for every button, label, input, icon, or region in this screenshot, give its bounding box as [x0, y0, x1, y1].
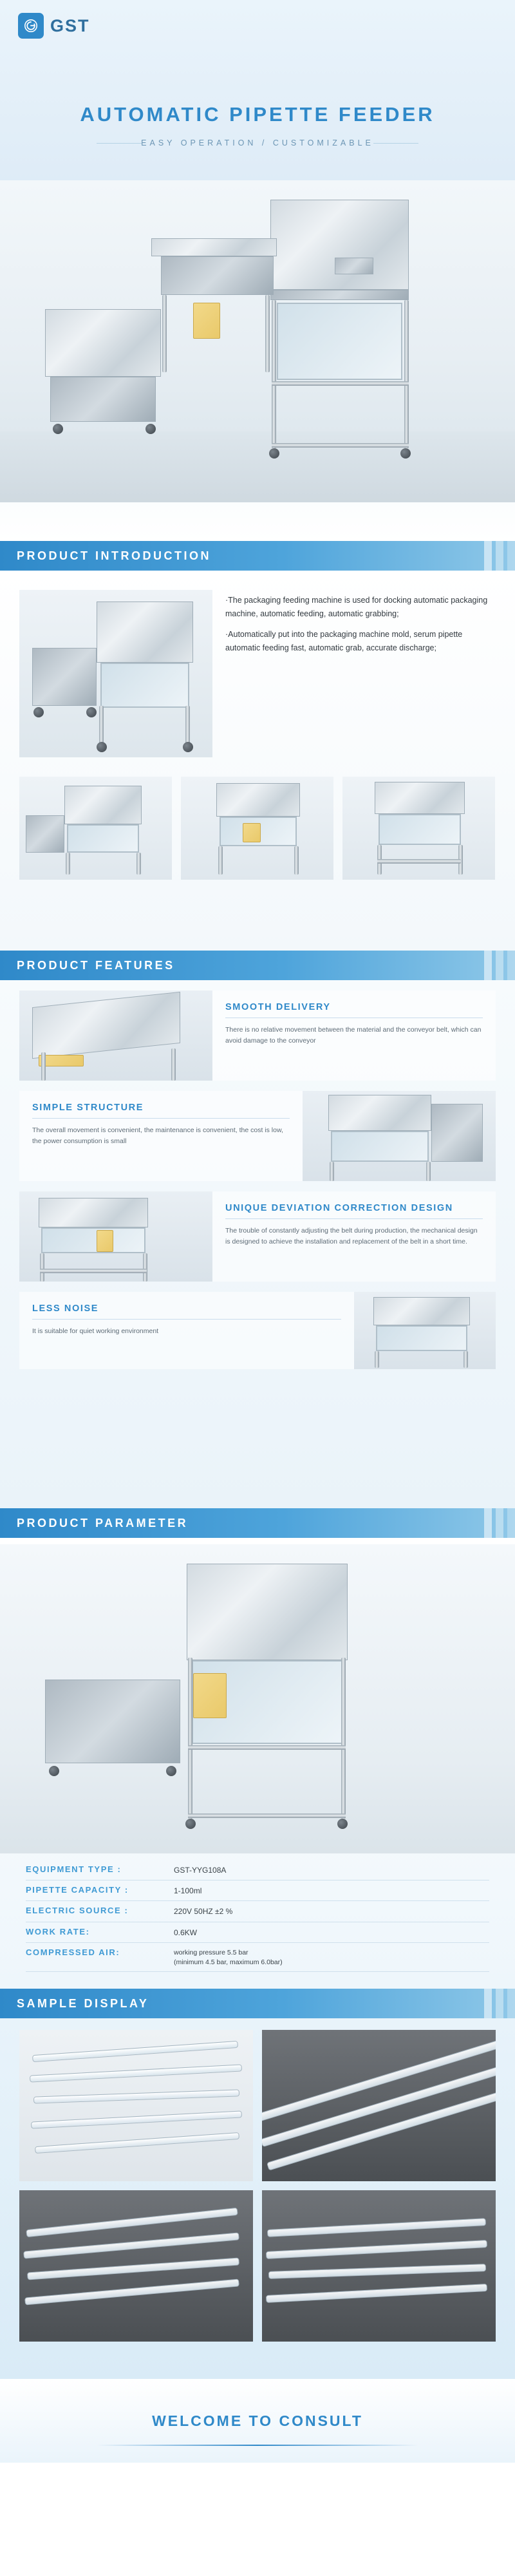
table-row [26, 1901, 489, 1922]
machine-post [162, 295, 167, 372]
table-row [26, 1880, 489, 1901]
machine-left-cabinet [45, 309, 161, 377]
control-box [193, 303, 220, 339]
param-beam [188, 1745, 346, 1750]
footer-text: WELCOME TO CONSULT [152, 2412, 363, 2429]
introduction-text [225, 594, 489, 663]
introduction-section [0, 571, 515, 951]
param-caster [185, 1819, 196, 1829]
feature-image-smooth-delivery [19, 990, 212, 1081]
parameter-key: EQUIPMENT TYPE : [26, 1864, 122, 1874]
param-caster [337, 1819, 348, 1829]
feature-text-deviation-correction [212, 1191, 496, 1282]
intro-caster [97, 742, 107, 752]
intro-caster [183, 742, 193, 752]
parameter-value: 220V 50HZ ±2 % [174, 1907, 233, 1917]
machine-display-panel [335, 258, 373, 274]
machine-beam [272, 381, 409, 386]
parameter-value-secondary: (minimum 4.5 bar, maximum 6.0bar) [174, 1958, 283, 1966]
param-post [188, 1658, 192, 1819]
parameter-key: ELECTRIC SOURCE : [26, 1906, 129, 1916]
parameter-value: 1-100ml [174, 1886, 202, 1896]
introduction-thumbnail [181, 777, 333, 880]
feature-row [19, 1292, 496, 1369]
section-header-sample [0, 1989, 515, 2018]
machine-conveyor-top [151, 238, 277, 256]
param-control-box [193, 1673, 227, 1718]
sample-grid [19, 2030, 496, 2342]
machine-caster [145, 424, 156, 434]
page-title: AUTOMATIC PIPETTE FEEDER [80, 103, 435, 126]
brand-logo [18, 13, 90, 39]
machine-beam [272, 443, 409, 448]
feature-image-deviation-correction [19, 1191, 212, 1282]
table-row [26, 1860, 489, 1880]
table-row [26, 1922, 489, 1943]
feature-description: It is suitable for quiet working environment [32, 1327, 159, 1335]
feature-heading: SIMPLE STRUCTURE [32, 1103, 144, 1113]
param-beam [188, 1814, 346, 1818]
machine-upper-rail [270, 290, 409, 300]
parameter-key: COMPRESSED AIR: [26, 1947, 120, 1957]
sample-image-pipettes-dark-3 [262, 2190, 496, 2342]
sample-display-section [0, 2018, 515, 2379]
machine-caster [53, 424, 63, 434]
section-header-features [0, 951, 515, 980]
feature-text-simple-structure [19, 1091, 303, 1181]
feature-heading: SMOOTH DELIVERY [225, 1002, 331, 1012]
parameter-value: working pressure 5.5 bar [174, 1948, 248, 1956]
machine-caster [269, 448, 279, 459]
page-subtitle: EASY OPERATION / CUSTOMIZABLE [141, 138, 374, 147]
param-caster [49, 1766, 59, 1776]
section-header-introduction [0, 541, 515, 571]
footer-rule [97, 2445, 418, 2446]
feature-row [19, 990, 496, 1081]
introduction-thumbnails [19, 777, 496, 880]
gear-icon [18, 13, 44, 39]
sample-image-pipettes-dark-2 [19, 2190, 253, 2342]
machine-glass-window [277, 303, 402, 380]
intro-post [185, 706, 190, 744]
feature-rule [32, 1118, 290, 1119]
introduction-paragraph-2: ·Automatically put into the packaging machine mold, serum pipette automatic feeding fast, automatic grab, accurate discharge; [225, 630, 463, 652]
introduction-paragraph-1: ·The packaging feeding machine is used for docking automatic packaging machine, automatic feeding, automatic grabbing; [225, 596, 488, 618]
parameter-value: 0.6KW [174, 1927, 198, 1937]
feature-description: The overall movement is convenient, the maintenance is convenient, the cost is low, the power consumption is small [32, 1126, 283, 1145]
intro-caster [33, 707, 44, 717]
parameter-key: PIPETTE CAPACITY : [26, 1885, 129, 1895]
feature-description: The trouble of constantly adjusting the belt during production, the mechanical design is designed to achieve the installation and replacement of the belt in a short time. [225, 1227, 478, 1245]
param-post [341, 1658, 346, 1819]
section-decor-bars [484, 1508, 515, 1538]
intro-post [99, 706, 104, 744]
machine-post [404, 300, 409, 448]
hero-product-photo [0, 180, 515, 502]
features-section [0, 980, 515, 1508]
feature-row [19, 1091, 496, 1181]
intro-machine-left [32, 648, 97, 706]
param-machine-left [45, 1680, 180, 1763]
footer-section [0, 2379, 515, 2463]
feature-rule [225, 1218, 483, 1219]
introduction-thumbnail [19, 777, 172, 880]
introduction-thumbnail [342, 777, 495, 880]
hero-section [0, 0, 515, 541]
param-machine-top [187, 1564, 348, 1660]
introduction-photo [19, 590, 212, 757]
parameter-key: WORK RATE: [26, 1926, 90, 1937]
feature-text-smooth-delivery [212, 990, 496, 1081]
logo-text: GST [50, 15, 90, 35]
machine-left-base [50, 377, 156, 422]
feature-heading: UNIQUE DEVIATION CORRECTION DESIGN [225, 1203, 453, 1213]
intro-caster [86, 707, 97, 717]
parameter-table [26, 1860, 489, 1972]
param-caster [166, 1766, 176, 1776]
feature-description: There is no relative movement between the material and the conveyor belt, which can avoid damage to the conveyor [225, 1026, 482, 1045]
section-decor-bars [484, 541, 515, 571]
machine-post [265, 295, 270, 372]
section-title-introduction: PRODUCT INTRODUCTION [17, 549, 211, 562]
machine-post [272, 300, 276, 448]
sample-image-pipettes-dark-1 [262, 2030, 496, 2181]
section-decor-bars [484, 1989, 515, 2018]
intro-machine-top [97, 601, 193, 663]
machine-upper-cabinet [270, 200, 409, 290]
section-title-sample: SAMPLE DISPLAY [17, 1996, 149, 2010]
section-title-features: PRODUCT FEATURES [17, 958, 175, 972]
feature-text-less-noise [19, 1292, 354, 1369]
section-title-parameter: PRODUCT PARAMETER [17, 1516, 189, 1530]
machine-conveyor-body [161, 256, 274, 295]
feature-image-less-noise [354, 1292, 496, 1369]
sample-image-pipettes-light-1 [19, 2030, 253, 2181]
table-row [26, 1943, 489, 1972]
parameter-photo [0, 1544, 515, 1853]
feature-rule [32, 1319, 341, 1320]
photo-floor [0, 431, 515, 502]
section-header-parameter [0, 1508, 515, 1538]
parameter-value: GST-YYG108A [174, 1866, 227, 1875]
feature-row [19, 1191, 496, 1282]
parameter-section [0, 1538, 515, 1989]
section-decor-bars [484, 951, 515, 980]
machine-caster [400, 448, 411, 459]
feature-image-simple-structure [303, 1091, 496, 1181]
intro-machine-window [100, 663, 189, 708]
feature-heading: LESS NOISE [32, 1303, 99, 1314]
